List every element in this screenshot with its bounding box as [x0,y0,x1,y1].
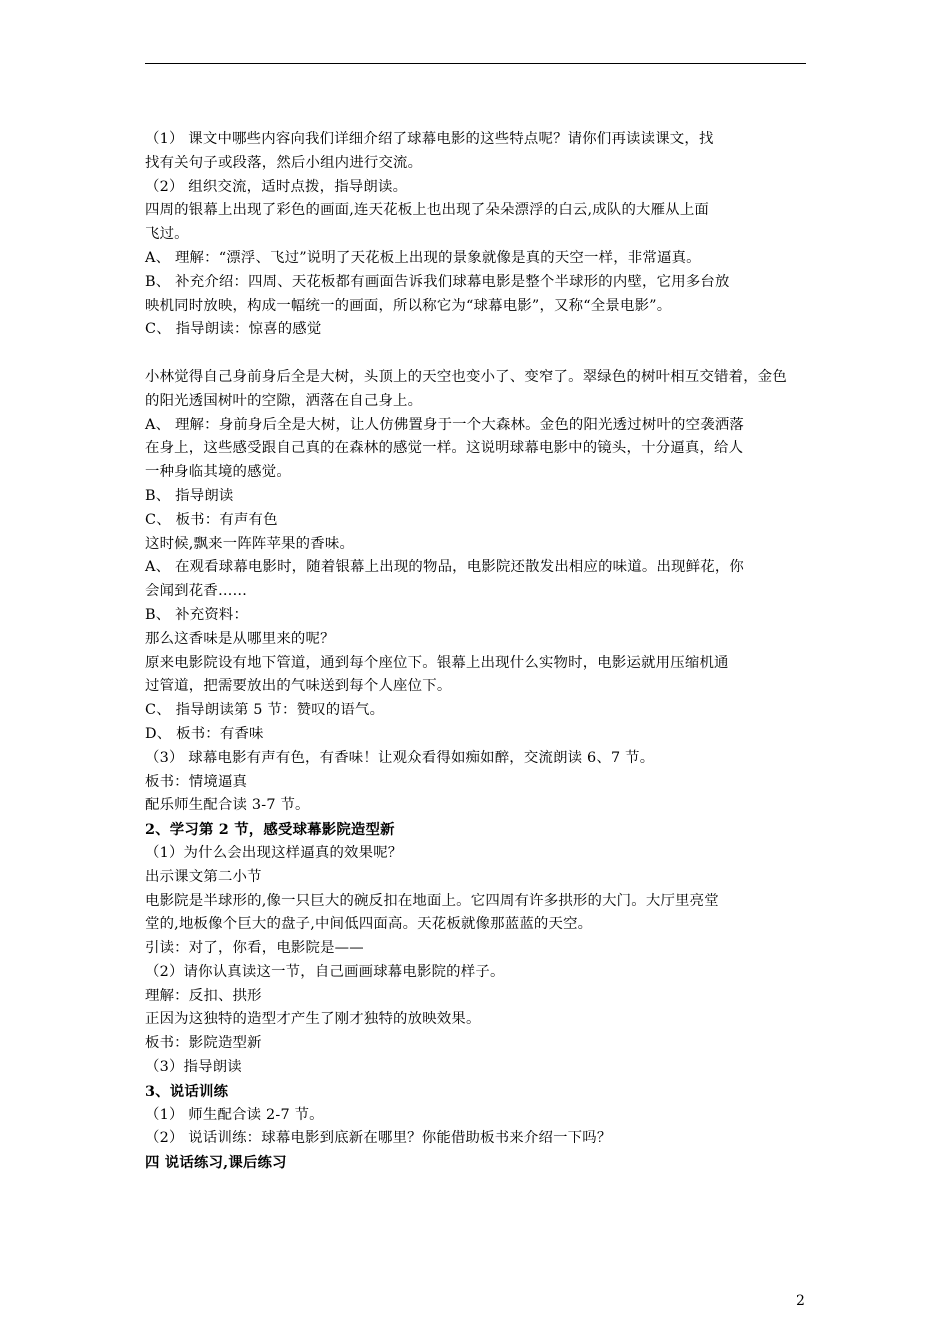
text-line: 电影院是半球形的,像一只巨大的碗反扣在地面上。它四周有许多拱形的大门。大厅里亮堂 [145,892,719,909]
text-line: 这时候,飘来一阵阵苹果的香味。 [145,535,355,552]
text-line: 找有关句子或段落，然后小组内进行交流。 [145,154,423,171]
text-line: （1）为什么会出现这样逼真的效果呢？ [145,844,403,861]
text-line: 堂的,地板像个巨大的盘子,中间低四面高。天花板就像那蓝蓝的天空。 [145,916,593,933]
section-heading: 3、说话训练 [145,1082,229,1100]
section-heading: 2、学习第 2 节，感受球幕影院造型新 [145,821,395,839]
text-line: A、 理解：身前身后全是大树，让人仿佛置身于一个大森林。金色的阳光透过树叶的空袭洒落 [145,416,744,433]
text-line: 会闻到花香…… [145,583,248,600]
text-line: （2） 组织交流，适时点拨，指导朗读。 [145,178,408,195]
text-line: 一种身临其境的感觉。 [145,464,291,481]
text-line: 的阳光透国树叶的空隙，洒落在自己身上。 [145,392,423,409]
header-rule [145,63,806,64]
text-line: 小林觉得自己身前身后全是大树，头顶上的天空也变小了、变窄了。翠绿色的树叶相互交错着，金色 [145,368,787,385]
text-line: 四周的银幕上出现了彩色的画面,连天花板上也出现了朵朵漂浮的白云,成队的大雁从上面 [145,202,709,219]
page-number: 2 [796,1293,805,1309]
text-line: D、 板书：有香味 [145,725,264,742]
text-line: 原来电影院设有地下管道，通到每个座位下。银幕上出现什么实物时，电影运就用压缩机通 [145,654,729,671]
text-line: 出示课文第二小节 [145,868,262,885]
text-line: 引读：对了，你看，电影院是—— [145,940,364,957]
section-heading: 四 说话练习,课后练习 [145,1154,287,1172]
text-line: B、 指导朗读 [145,487,234,504]
text-line: 映机同时放映，构成一幅统一的画面，所以称它为“球幕电影”，又称“全景电影”。 [145,297,672,314]
text-line: 那么这香味是从哪里来的呢？ [145,630,335,647]
text-line: 正因为这独特的造型才产生了刚才独特的放映效果。 [145,1011,481,1028]
text-line: 板书：情境逼真 [145,773,248,790]
text-line: A、 理解：“漂浮、飞过”说明了天花板上出现的景象就像是真的天空一样，非常逼真。 [145,249,701,266]
text-line: （3）指导朗读 [145,1059,242,1076]
text-line: 理解：反扣、拱形 [145,987,262,1004]
text-line: 板书：影院造型新 [145,1035,262,1052]
text-line: 飞过。 [145,226,189,243]
text-line: 在身上，这些感受跟自己真的在森林的感觉一样。这说明球幕电影中的镜头，十分逼真，给人 [145,440,744,457]
blank-line [145,342,810,366]
text-line: C、 板书：有声有色 [145,511,278,528]
document-body [145,128,810,1175]
text-line: （3） 球幕电影有声有色，有香味！让观众看得如痴如醉，交流朗读 6、7 节。 [145,749,655,766]
text-line: A、 在观看球幕电影时，随着银幕上出现的物品，电影院还散发出相应的味道。出现鲜花，你 [145,559,744,576]
text-line: C、 指导朗读第 5 节：赞叹的语气。 [145,702,385,719]
text-line: （2）请你认真读这一节，自己画画球幕电影院的样子。 [145,963,505,980]
text-line: C、 指导朗读：惊喜的感觉 [145,321,322,338]
text-line: 配乐师生配合读 3-7 节。 [145,797,310,814]
text-line: B、 补充介绍：四周、天花板都有画面告诉我们球幕电影是整个半球形的内壁，它用多台放 [145,273,730,290]
text-line: B、 补充资料： [145,606,249,623]
text-line: 过管道，把需要放出的气味送到每个人座位下。 [145,678,452,695]
text-line: （2） 说话训练：球幕电影到底新在哪里？你能借助板书来介绍一下吗？ [145,1130,612,1147]
text-line: （1） 师生配合读 2-7 节。 [145,1106,324,1123]
text-line: （1） 课文中哪些内容向我们详细介绍了球幕电影的这些特点呢？请你们再读读课文，找 [145,131,714,147]
